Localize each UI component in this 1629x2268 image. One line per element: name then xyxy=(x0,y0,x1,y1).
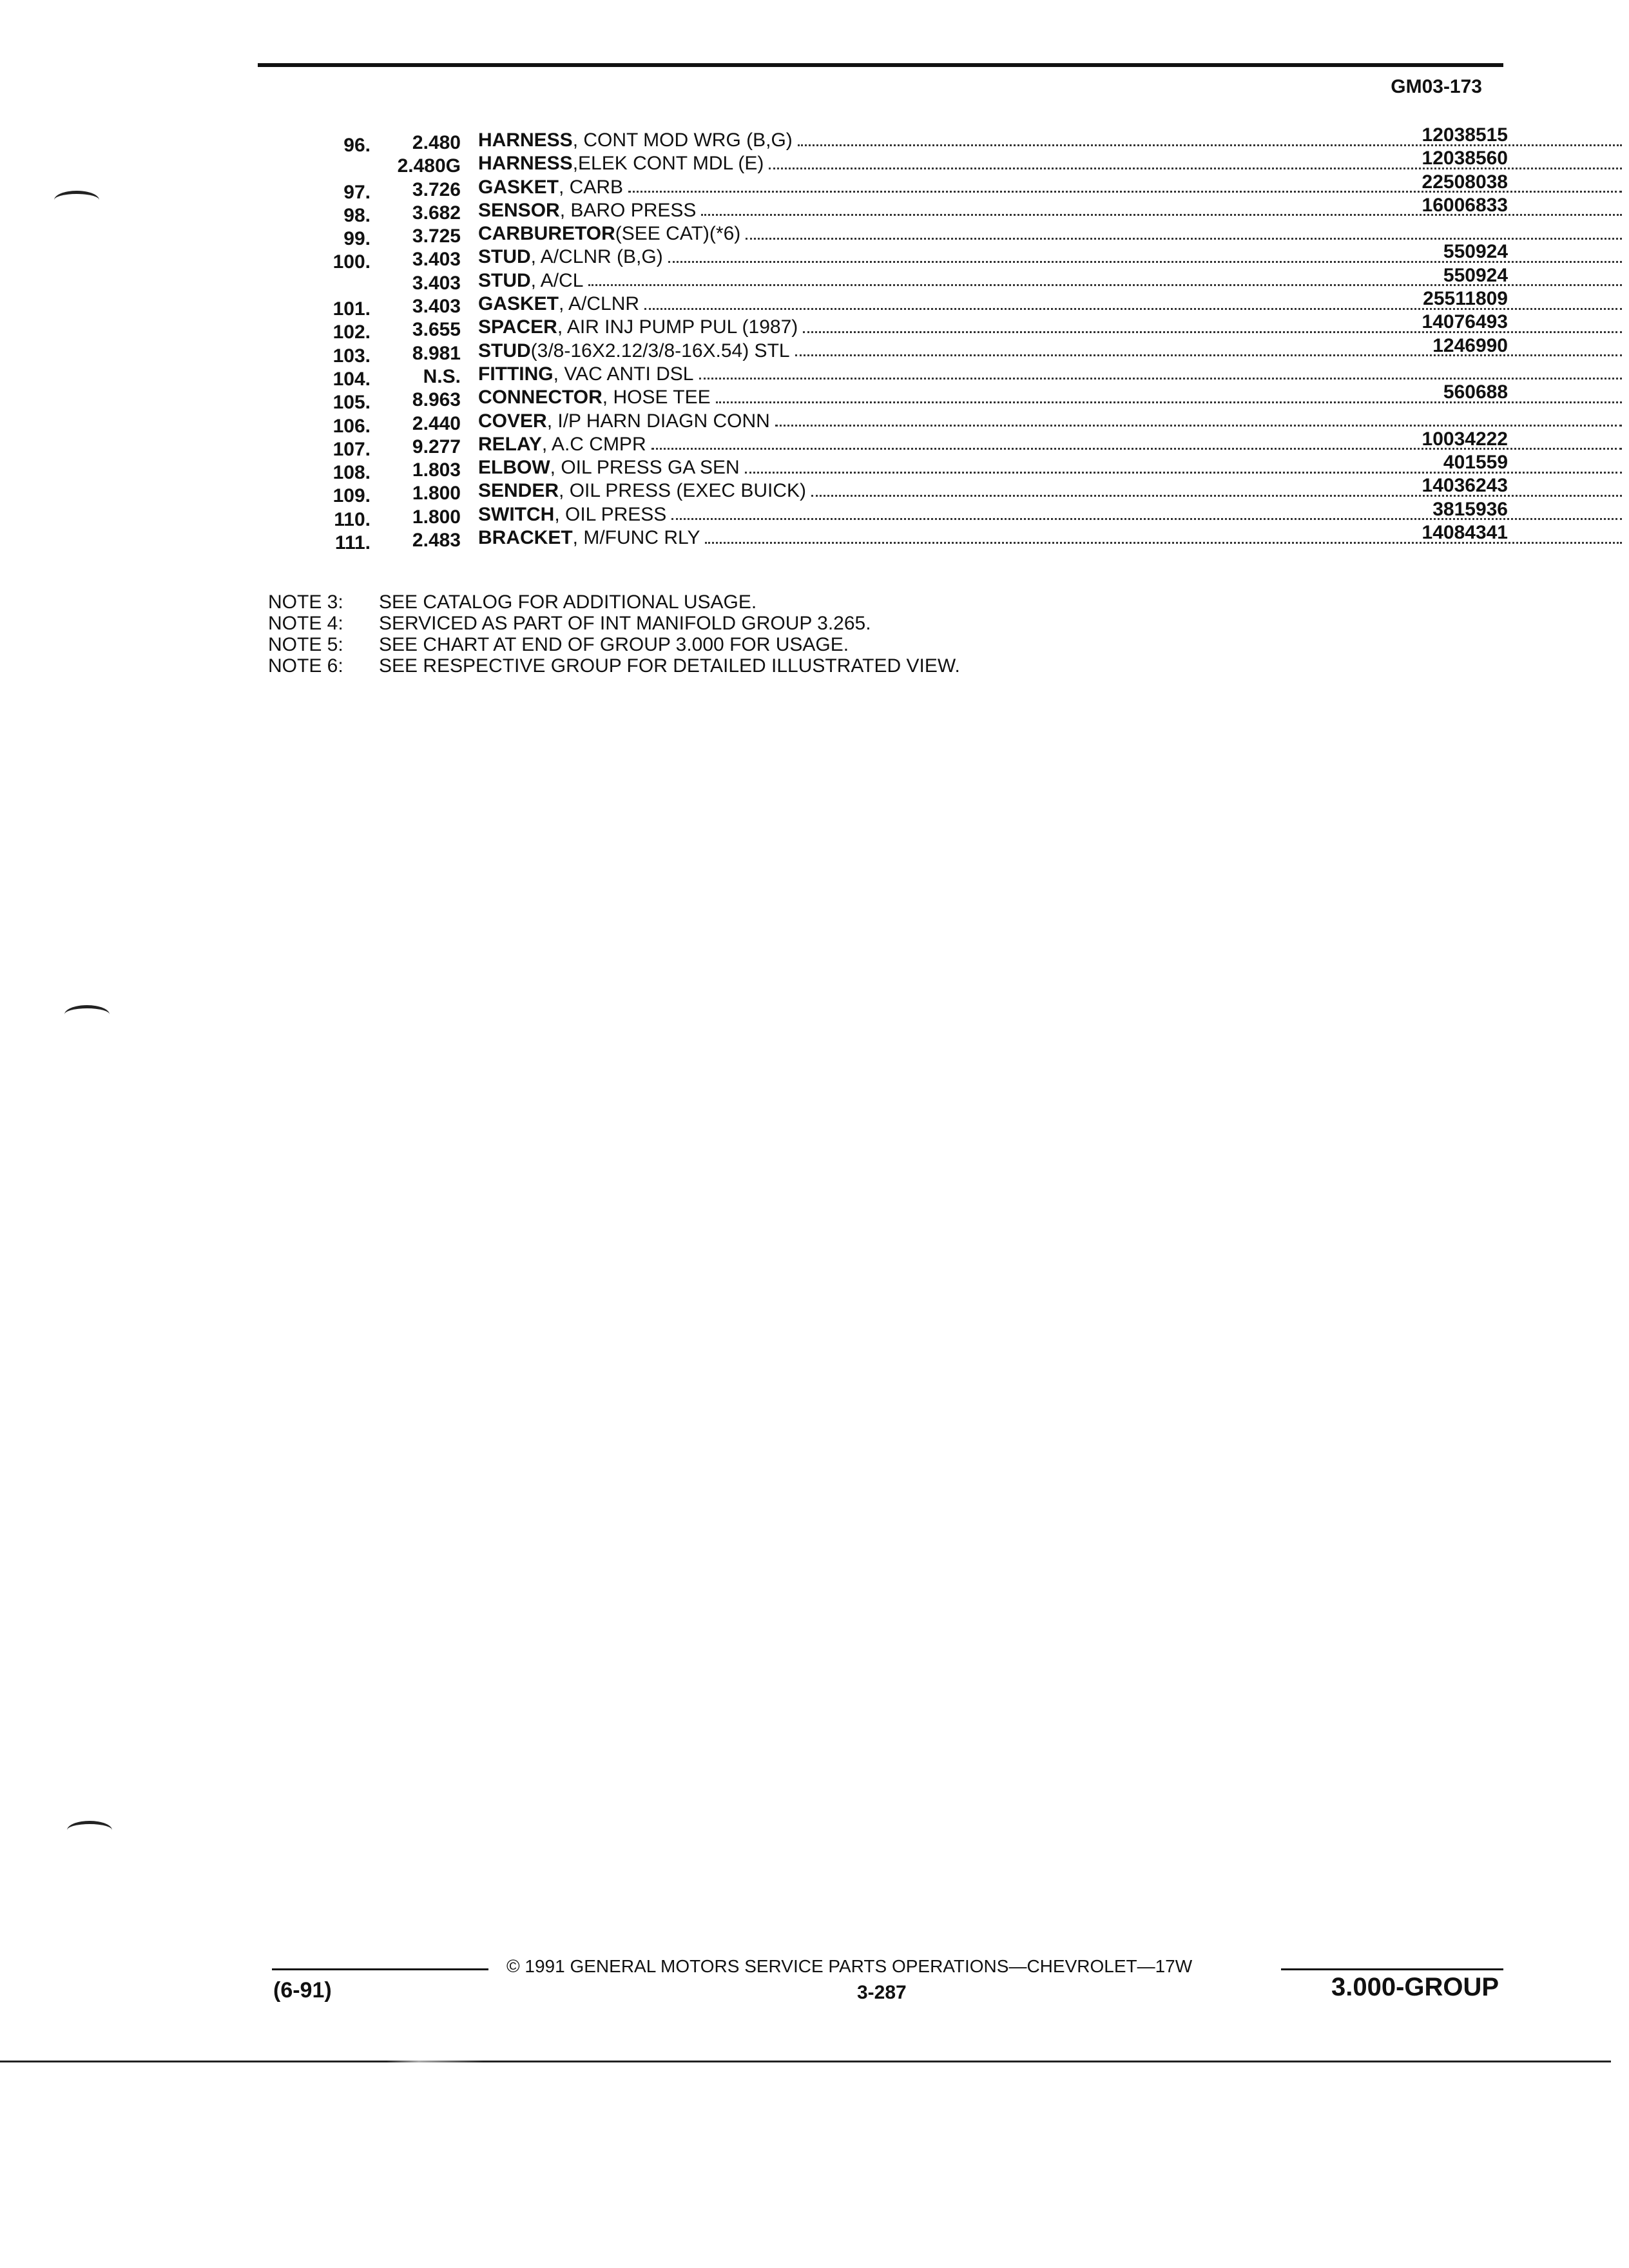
part-name: STUD xyxy=(478,246,531,268)
part-name: STUD xyxy=(478,269,531,291)
part-detail: (SEE CAT)(*6) xyxy=(615,223,741,245)
part-number: 14036243 xyxy=(1422,475,1508,497)
part-detail: , A/CLNR xyxy=(559,293,640,315)
part-group-number: 3.403 xyxy=(412,272,461,294)
part-row xyxy=(258,311,1508,343)
part-group-number: 3.725 xyxy=(412,226,461,247)
part-ref-number: 107. xyxy=(333,438,371,460)
part-ref-number: 110. xyxy=(334,508,371,530)
part-name: FITTING xyxy=(478,363,554,385)
part-name: ELBOW xyxy=(478,457,550,479)
part-detail: , I/P HARN DIAGN CONN xyxy=(546,410,770,432)
part-group-number: 9.277 xyxy=(412,436,461,457)
note-text: SEE CHART AT END OF GROUP 3.000 FOR USAGE. xyxy=(379,634,849,655)
part-ref-number: 111. xyxy=(334,532,371,554)
part-number: 14076493 xyxy=(1422,311,1508,333)
bottom-rule xyxy=(0,2061,1611,2062)
part-group-number: 1.803 xyxy=(412,459,461,481)
part-detail: , BARO PRESS xyxy=(559,199,697,221)
part-number: 401559 xyxy=(1443,452,1508,474)
part-group-number: 2.483 xyxy=(412,530,461,552)
note-label: NOTE 5: xyxy=(268,634,343,655)
part-name: SPACER xyxy=(478,316,557,338)
part-name: COVER xyxy=(478,410,547,432)
parts-list xyxy=(258,124,1508,554)
note-label: NOTE 6: xyxy=(268,655,343,677)
part-detail: , OIL PRESS (EXEC BUICK) xyxy=(559,480,807,502)
part-detail: , VAC ANTI DSL xyxy=(553,363,694,385)
part-number: 25511809 xyxy=(1423,288,1508,310)
dot-leader xyxy=(699,378,1623,380)
part-detail: , CONT MOD WRG (B,G) xyxy=(572,130,793,151)
part-name: HARNESS xyxy=(478,130,573,151)
part-number: 3815936 xyxy=(1432,498,1508,520)
footer-rule-right xyxy=(1281,1968,1503,1970)
part-number: 12038560 xyxy=(1422,148,1508,169)
note-label: NOTE 4: xyxy=(268,613,343,634)
part-detail: , OIL PRESS xyxy=(554,503,667,525)
part-detail: , AIR INJ PUMP PUL (1987) xyxy=(557,316,798,338)
part-number: 16006833 xyxy=(1422,194,1508,216)
part-ref-number: 109. xyxy=(333,485,371,507)
part-detail: , A/CLNR (B,G) xyxy=(530,246,663,268)
part-group-number: 2.480 xyxy=(412,132,461,153)
part-name: GASKET xyxy=(478,293,559,315)
note-row xyxy=(268,591,1170,613)
part-detail: , A.C CMPR xyxy=(541,433,646,455)
part-ref-number: 103. xyxy=(333,345,371,367)
part-row xyxy=(258,475,1508,507)
part-group-number: 3.655 xyxy=(412,319,461,341)
part-group-number: 3.682 xyxy=(412,202,461,224)
note-row xyxy=(268,613,1170,634)
part-detail: (3/8-16X2.12/3/8-16X.54) STL xyxy=(530,340,790,361)
part-number: 22508038 xyxy=(1422,171,1508,193)
note-text: SERVICED AS PART OF INT MANIFOLD GROUP 3.265. xyxy=(379,613,871,634)
note-label: NOTE 3: xyxy=(268,591,343,613)
copyright-line: © 1991 GENERAL MOTORS SERVICE PARTS OPERATIONS—CHEVROLET—17W xyxy=(506,1956,1193,1976)
part-number: 10034222 xyxy=(1422,428,1508,450)
part-ref-number: 108. xyxy=(333,462,371,484)
part-ref-number: 106. xyxy=(333,415,371,437)
group-code: 3.000-GROUP xyxy=(1331,1973,1499,2001)
part-ref-number: 100. xyxy=(333,251,371,273)
part-name: SENDER xyxy=(478,480,559,502)
part-group-number: 1.800 xyxy=(412,506,461,528)
part-name: RELAY xyxy=(478,433,542,455)
part-row xyxy=(258,171,1508,203)
part-row xyxy=(258,124,1508,156)
part-row xyxy=(258,334,1508,367)
part-ref-number: 105. xyxy=(333,392,371,414)
note-row xyxy=(268,655,1170,677)
page-number: 3-287 xyxy=(857,1982,907,2003)
revision-date: (6-91) xyxy=(273,1978,332,2003)
part-row xyxy=(258,241,1508,273)
part-name: CONNECTOR xyxy=(478,387,602,408)
binder-hole-mark-bottom xyxy=(67,1821,112,1840)
part-ref-number: 96. xyxy=(343,135,371,156)
part-detail: , OIL PRESS GA SEN xyxy=(550,457,740,479)
part-detail: , A/CL xyxy=(530,269,584,291)
part-row xyxy=(258,148,1508,177)
part-ref-number: 101. xyxy=(333,298,371,320)
part-number: 560688 xyxy=(1443,381,1508,403)
part-row xyxy=(258,452,1508,484)
part-name: CARBURETOR xyxy=(478,223,615,245)
part-ref-number: 102. xyxy=(333,322,371,343)
part-row xyxy=(258,410,1508,437)
dot-leader xyxy=(775,425,1622,427)
part-detail: ,ELEK CONT MDL (E) xyxy=(572,153,764,175)
part-group-number: 1.800 xyxy=(412,483,461,505)
part-row xyxy=(258,194,1508,226)
part-group-number: 8.981 xyxy=(412,342,461,364)
note-text: SEE CATALOG FOR ADDITIONAL USAGE. xyxy=(379,591,757,613)
part-group-number: 2.480G xyxy=(397,155,461,177)
part-group-number: 3.726 xyxy=(412,178,461,200)
part-number: 14084341 xyxy=(1422,522,1508,544)
part-number: 550924 xyxy=(1443,241,1508,263)
part-name: SWITCH xyxy=(478,503,555,525)
part-ref-number: 97. xyxy=(343,181,371,203)
footer-rule-left xyxy=(272,1968,488,1970)
header-rule xyxy=(258,63,1503,67)
dot-leader xyxy=(746,238,1622,240)
part-detail: , M/FUNC RLY xyxy=(572,527,700,549)
part-name: GASKET xyxy=(478,176,559,198)
part-group-number: 2.440 xyxy=(412,412,461,434)
part-number: 1246990 xyxy=(1432,334,1508,356)
binder-hole-mark-top xyxy=(54,191,99,209)
part-number: 12038515 xyxy=(1422,124,1508,146)
notes-section xyxy=(268,591,1170,677)
note-row xyxy=(268,634,1170,655)
part-ref-number: 98. xyxy=(343,204,371,226)
part-number: 550924 xyxy=(1443,264,1508,286)
part-group-number: 3.403 xyxy=(412,296,461,318)
part-detail: , HOSE TEE xyxy=(602,387,711,408)
part-group-number: 8.963 xyxy=(412,389,461,411)
part-row xyxy=(258,381,1508,414)
part-ref-number: 99. xyxy=(343,228,371,250)
part-row xyxy=(258,498,1508,530)
part-name: BRACKET xyxy=(478,527,573,549)
part-row xyxy=(258,428,1508,460)
part-row xyxy=(258,264,1508,294)
part-name: STUD xyxy=(478,340,531,361)
part-name: SENSOR xyxy=(478,199,560,221)
part-ref-number: 104. xyxy=(333,368,371,390)
note-text: SEE RESPECTIVE GROUP FOR DETAILED ILLUSTRATED VIEW. xyxy=(379,655,960,677)
part-row xyxy=(258,222,1508,250)
part-group-number: N.S. xyxy=(423,365,461,387)
binder-hole-mark-middle xyxy=(64,1005,110,1024)
part-row xyxy=(258,363,1508,390)
part-row xyxy=(258,288,1508,320)
part-row xyxy=(258,522,1508,554)
part-name: HARNESS xyxy=(478,153,573,175)
document-id: GM03-173 xyxy=(1391,76,1482,97)
part-group-number: 3.403 xyxy=(412,249,461,271)
part-detail: , CARB xyxy=(559,176,624,198)
